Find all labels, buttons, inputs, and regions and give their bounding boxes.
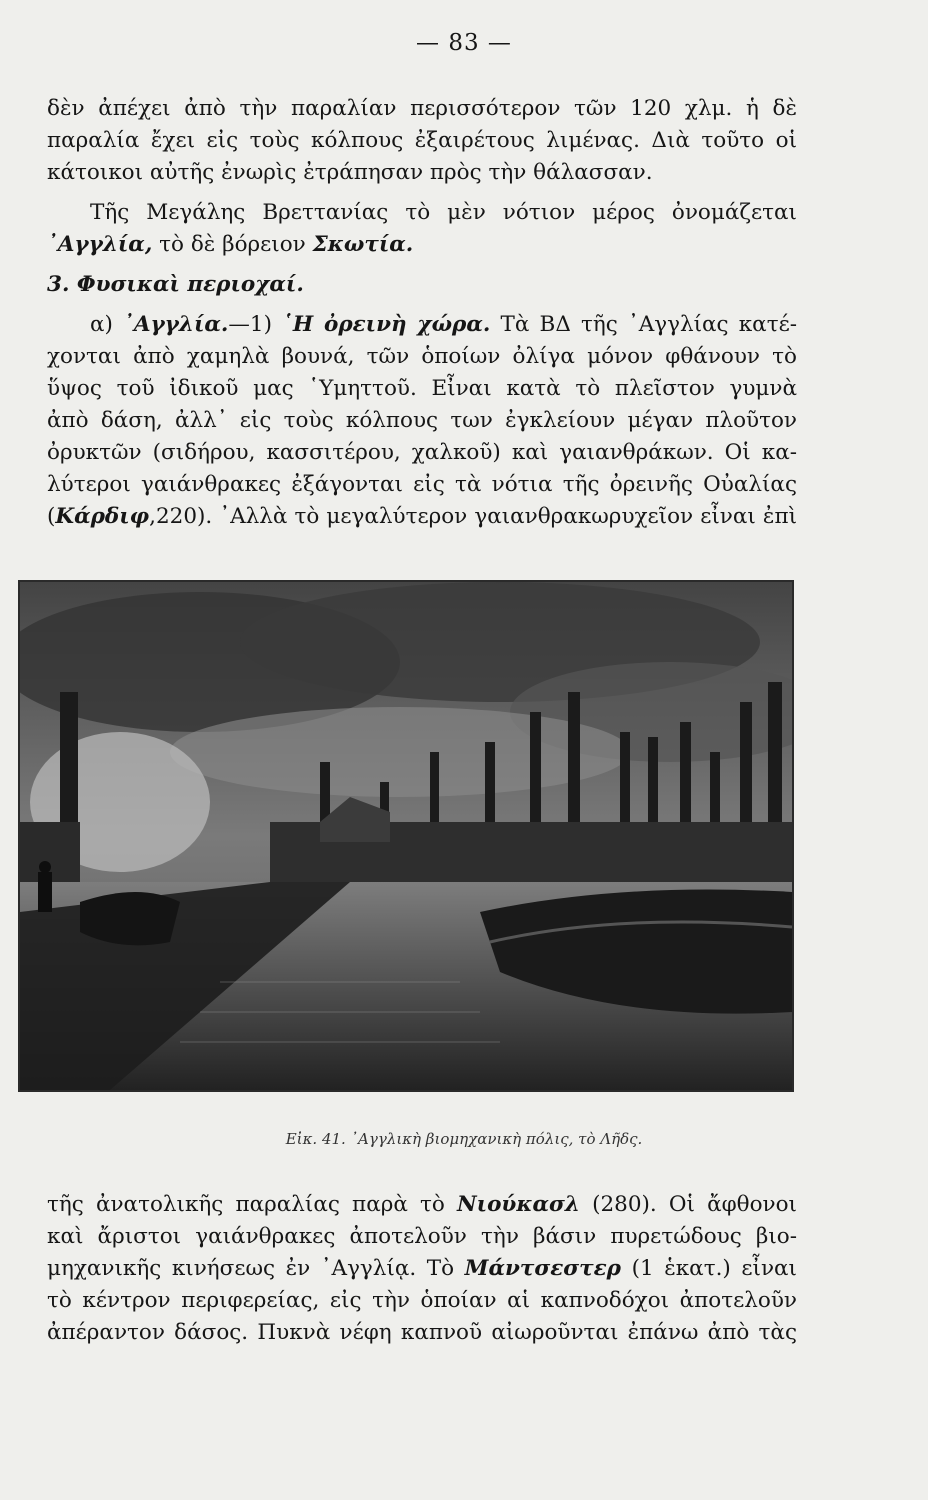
text-line: (Κάρδιφ,220). ᾽Αλλὰ τὸ μεγαλύτερον γαιανθρακωρυχεῖον εἶναι ἐπὶ [47,504,797,529]
text-line: ὀρυκτῶν (σιδήρου, κασσιτέρου, χαλκοῦ) καὶ γαιανθράκων. Οἱ κα- [47,440,797,465]
text-line: λύτεροι γαιάνθρακες ἐξάγονται εἰς τὰ νότια τῆς ὀρεινῆς Οὐαλίας [47,472,797,497]
figure-caption: Εἰκ. 41. ᾽Αγγλικὴ βιομηχανικὴ πόλις, τὸ Λῆδς. [285,1130,643,1148]
text-line: κάτοικοι αὐτῆς ἐνωρὶς ἐτράπησαν πρὸς τὴν θάλασσαν. [47,160,653,185]
england-term: ᾽Αγγλία, [47,232,153,257]
text-line: καὶ ἄριστοι γαιάνθρακες ἀποτελοῦν τὴν βάσιν πυρετώδους βιο- [47,1224,797,1249]
text-line: ᾽Αγγλία, τὸ δὲ βόρειον Σκωτία. [47,232,414,257]
manchester-term: Μάντσεστερ [464,1256,621,1281]
mountain-heading: ῾Η ὀρεινὴ χώρα. [282,312,491,337]
text-line: δὲν ἀπέχει ἀπὸ τὴν παραλίαν περισσότερον τῶν 120 χλμ. ἡ δὲ [47,96,797,121]
england-heading: ᾽Αγγλία. [123,312,229,337]
text-line: ὕψος τοῦ ἰδικοῦ μας ῾Υμηττοῦ. Εἶναι κατὰ τὸ πλεῖστον γυμνὰ [47,376,797,401]
text-line: τῆς ἀνατολικῆς παραλίας παρὰ τὸ Νιούκασλ (280). Οἱ ἄφθονοι [47,1192,797,1217]
text-line: τὸ κέντρον περιφερείας, εἰς τὴν ὁποίαν αἱ καπνοδόχοι ἀποτελοῦν [47,1288,797,1313]
text-line: μηχανικῆς κινήσεως ἐν ᾽Αγγλίᾳ. Τὸ Μάντσεστερ (1 ἑκατ.) εἶναι [47,1256,797,1281]
newcastle-term: Νιούκασλ [457,1192,580,1217]
text-line: Τῆς Μεγάλης Βρεττανίας τὸ μὲν νότιον μέρος ὀνομάζεται [90,200,797,225]
text-line: παραλία ἔχει εἰς τοὺς κόλπους ἐξαιρέτους λιμένας. Διὰ τοῦτο οἱ [47,128,797,153]
page-number: — 83 — [416,30,512,56]
section-heading: 3. Φυσικαὶ περιοχαί. [47,272,304,297]
cardiff-term: Κάρδιφ [55,504,150,529]
text-line: α) ᾽Αγγλία.—1) ῾Η ὀρεινὴ χώρα. Τὰ ΒΔ τῆς ᾽Αγγλίας κατέ- [90,312,797,337]
industrial-city-photo [18,580,794,1092]
text-line: χονται ἀπὸ χαμηλὰ βουνά, τῶν ὁποίων ὀλίγα μόνον φθάνουν τὸ [47,344,797,369]
scotland-term: Σκωτία. [312,232,414,257]
text-line: ἀπὸ δάση, ἀλλ᾽ εἰς τοὺς κόλπους των ἐγκλείουν μέγαν πλοῦτον [47,408,797,433]
text-line: ἀπέραντον δάσος. Πυκνὰ νέφη καπνοῦ αἰωροῦνται ἐπάνω ἀπὸ τὰς [47,1320,797,1345]
